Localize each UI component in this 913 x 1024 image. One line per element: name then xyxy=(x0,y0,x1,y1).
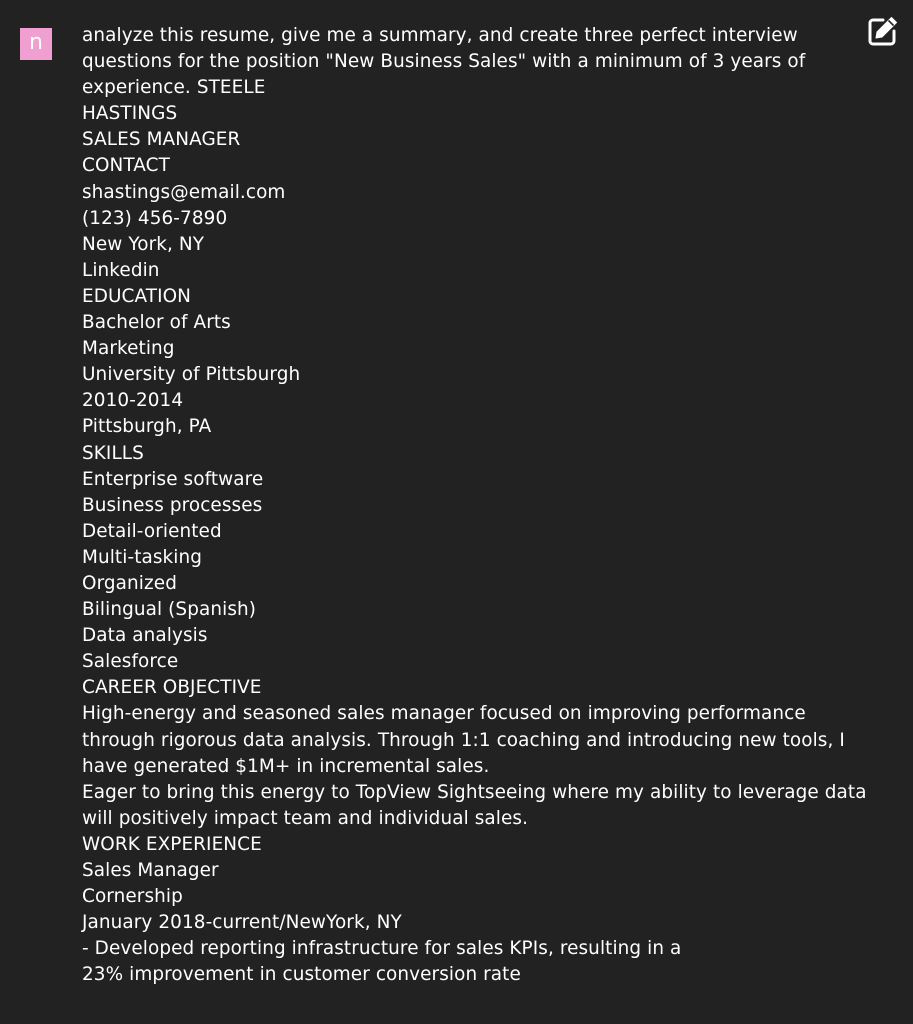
message-line: Enterprise software xyxy=(82,468,264,490)
message-line: shastings@email.com xyxy=(82,181,286,203)
message-line: HASTINGS xyxy=(82,103,178,125)
message-line: WORK EXPERIENCE xyxy=(82,833,262,855)
message-line: EDUCATION xyxy=(82,285,192,307)
message-line: Pittsburgh, PA xyxy=(82,416,212,438)
message-line: Detail-oriented xyxy=(82,520,222,542)
message-line: Multi-tasking xyxy=(82,546,203,568)
message-line: 2010-2014 xyxy=(82,390,184,412)
user-avatar: n xyxy=(20,28,52,60)
message-line: CAREER OBJECTIVE xyxy=(82,677,262,699)
message-line: Marketing xyxy=(82,338,175,360)
message-line: Bachelor of Arts xyxy=(82,312,231,334)
message-line: Business processes xyxy=(82,494,263,516)
message-line: CONTACT xyxy=(82,155,170,177)
message-line: University of Pittsburgh xyxy=(82,364,301,386)
message-line: Bilingual (Spanish) xyxy=(82,599,257,621)
message-line: January 2018-current/NewYork, NY xyxy=(82,912,402,934)
message-text xyxy=(82,23,907,988)
message-line: Salesforce xyxy=(82,651,179,673)
message-line: Data analysis xyxy=(82,625,208,647)
message-line: Organized xyxy=(82,572,177,594)
message-line: will positively impact team and individual sales. xyxy=(82,807,529,829)
message-line: Cornership xyxy=(82,886,183,908)
message-line: High-energy and seasoned sales manager focused on improving performance xyxy=(82,703,806,725)
message-line: (123) 456-7890 xyxy=(82,207,228,229)
message-line: Sales Manager xyxy=(82,860,219,881)
message-line: Linkedin xyxy=(82,259,160,281)
message-line: SALES MANAGER xyxy=(82,129,241,151)
message-line: SKILLS xyxy=(82,442,144,464)
message-line: 23% improvement in customer conversion rate xyxy=(82,964,521,986)
message-line: through rigorous data analysis. Through 1:1 coaching and introducing new tools, I xyxy=(82,729,845,751)
message-line: analyze this resume, give me a summary, and create three perfect interview xyxy=(82,25,798,46)
message-line: - Developed reporting infrastructure for sales KPIs, resulting in a xyxy=(82,938,682,960)
message-line: New York, NY xyxy=(82,233,205,255)
message-line: Eager to bring this energy to TopView Sightseeing where my ability to leverage data xyxy=(82,781,867,803)
message-line: questions for the position "New Business Sales" with a minimum of 3 years of xyxy=(82,51,806,73)
message-line: have generated $1M+ in incremental sales. xyxy=(82,755,490,777)
message-line: experience. STEELE xyxy=(82,77,266,99)
